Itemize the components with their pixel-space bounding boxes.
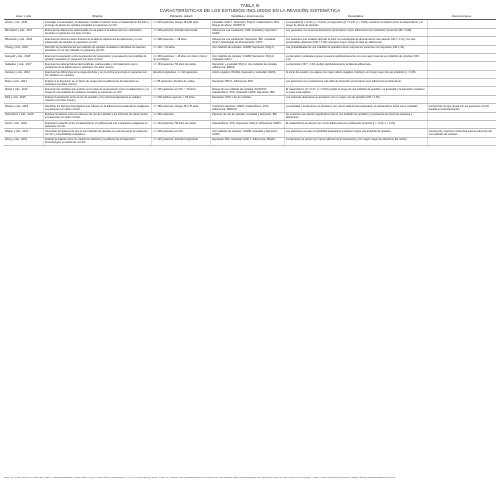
cell-variables: Depresión: GDS. Uso de opioides. [211,95,285,103]
cell-results: Se encontró una relación significativa entre el uso indebido de opioides y la presencia de síntomas ansiosos y depresivos. [284,112,427,120]
cell-population: Estudio longitudinal. n = 110 pacientes. [152,70,211,78]
column-header-variables: Variables e instrumentos [211,14,285,20]
cell-objective: Examinar la asociación entre la gravedad de la depresión y las tasas de uso indebido de opioides recetados en pacientes con dolor crónico. [43,53,151,61]
cell-variables: Catastrofismo: PCS. Depresión: PHQ-9. Adherencia: MARS. [211,120,285,128]
cell-results: La depresión (OR = 1,34) predijo significativamente la falta de adherencia. [284,62,427,70]
table-row [4,53,496,61]
cell-results: La depresión se asoció con menor adherencia al tratamiento y con mayor riesgo de abandono del mismo. [284,137,427,145]
cell-interventions [427,45,496,53]
cell-author: Park y cols., 2015 [4,95,43,103]
table-row [4,20,496,28]
cell-objective: Examinar las diferencias relacionadas con la edad en la adherencia a la medicación prescrita en pacientes con dolor crónico. [43,28,151,36]
cell-variables: Trastornos afectivos: HADS. Catastrofismo: PCS. Adherencia: MMAS-8. [211,104,285,112]
cell-population: n = 309 pacientes. Estudio transversal. [152,28,211,36]
table-row [4,129,496,137]
cell-results: Las probabilidades de uso indebido de opioides fueron mayores en pacientes con depresión (OR 1,42). [284,45,427,53]
column-header-results: Resultados [284,14,427,20]
table-row [4,28,496,36]
cell-interventions [427,62,496,70]
cell-objective: Evaluar la asociación entre el uso de opioides y los síntomas depresivos en adultos mayores con dolor crónico. [43,95,151,103]
table-body [4,20,496,146]
cell-author: Gallagher y cols., 2017 [4,62,43,70]
table-footnote: Notas: DC: Dolor crónico. OR: odds ratio. GAD-7: Generalized Anxiety Disorder Scale. PHQ-9: Patient Health Questionnaire. PCS: Pain Catastrophizing Scale. SOAPP-R: Screener and Opioid Assessment for Patients with Pain-Revised. HADS: Hospital Anxiety and Depression Scale. BDI: Beck Depression Inventory. COMM: Current Opioid Misuse Measure. MMAS: Morisky Medication Adherence Scale. [4,477,396,479]
cell-results: La ansiedad (β = 0,314, p < 0,001) y la depresión (β = 0,247, p < 0,001) mediaron la relación entre el catastrofismo y el riesgo de abuso de opioides. [284,20,427,28]
cell-results: Los pacientes con puntuaciones más altas de depresión presentaron peor adherencia al tratamiento. [284,79,427,87]
cell-variables: Uso indebido de opioides: COMM. Depresión: PHQ-9. Ansiedad: GAD-7. [211,53,285,61]
table-title: CARACTERÍSTICAS DE LOS ESTUDIOS INCLUIDOS EN LA REVISIÓN SISTEMÁTICA [159,8,341,13]
cell-author: Plazas y cols., 2019 [4,104,43,112]
cell-results: El catastrofismo se asoció con menor adherencia a la medicación prescrita (r = -0,32, p < 0,01). [284,120,427,128]
cell-interventions [427,28,496,36]
cell-author: Wasan y cols., 2017 [4,129,43,137]
table-row [4,37,496,45]
studies-table [4,14,496,146]
cell-variables: Uso indebido de opioides: COMM. Ansiedad y depresión: HADS. [211,129,285,137]
cell-objective: Analizar la relación entre los trastornos afectivos y la adherencia al tratamiento farmacológico en pacientes con DC. [43,137,151,145]
cell-population: n = 120 pacientes. Estudio longitudinal. [152,137,211,145]
cell-results: Los pacientes que evitaban afrontar el dolor con estrategias de afrontamiento más pasivas (OR = 1,14) y los que presentaban depresión (OR = 1,05) mostraron mayor riesgo de falta de adherencia. [284,37,427,45]
table-row [4,112,496,120]
cell-objective: Examinar las diferencias en la carga del dolor y en el control emocional en pacientes con DC tratados con opioides. [43,70,151,78]
cell-population: n = 250 pacientes. [152,112,211,120]
cell-author: Martel y cols., 2013 [4,87,43,95]
cell-population: n = 88 pacientes. 50 años de media. [152,79,211,87]
cell-variables: Depresión y ansiedad: PHQ-4. Uso indebido de opioides. Adherencia: MMAS. [211,62,285,70]
cell-population: n = 200 adultos mayores. > 65 años. [152,95,211,103]
cell-author: Marte y cols., 2014 [4,79,43,87]
cell-interventions [427,120,496,128]
column-header-objective: Objetivo [43,14,151,20]
cell-author: Rosenblum y cols., 2015 [4,112,43,120]
cell-variables: Afecto negativo: PANAS. Depresión y ansiedad: HADS. [211,70,285,78]
cell-objective: Investigar si la ansiedad y la depresión median la relación entre el catastrofismo del dolor y el riesgo de abuso de opioides recetados en pacientes con DC. [43,20,151,28]
table-row [4,62,496,70]
cell-objective: Examinar los factores determinantes de la falta de adherencia al tratamiento y el uso inadecuado de opioides en pacientes con DC. [43,37,151,45]
column-header-interventions: Intervenciones [427,14,496,20]
cell-variables: Riesgo de uso indebido de opioides: SOAPP-R. Catastrofismo: PCS. Ansiedad: HADS. Depresión: BDI. [211,87,285,95]
cell-variables: Adherencia a la medicación. Depresión: BDI. Ansiedad: GAD-7. Estrategias de afrontamiento: CPCI. [211,37,285,45]
cell-variables: Adherencia a la medicación: MAT. Ansiedad y depresión: HADS. [211,28,285,36]
cell-population: n = 180 pacientes. Rango 18 a 75 años. [152,104,211,112]
table-caption [0,0,500,13]
cell-results: Los pacientes con síntomas depresivos presentaron menor adherencia a la medicación prescrita (OR = 0,89). [284,28,427,36]
cell-variables: Patrones de uso de opioides. Ansiedad y depresión: BSI. [211,112,285,120]
table-row [4,79,496,87]
cell-interventions [427,137,496,145]
cell-objective: Describir la prevalencia del uso indebido de opioides recetados e identificar los factores asociados con el uso indebido en pacientes con DC. [43,45,151,53]
table-row [4,104,496,112]
cell-interventions [427,87,496,95]
cell-objective: Examinar la relación entre el catastrofismo y la adherencia a la medicación analgésica en pacientes con DC. [43,120,151,128]
cell-interventions [427,70,496,78]
cell-interventions [427,79,496,87]
table-row [4,120,496,128]
cell-author: Smith y cols., 2020 [4,120,43,128]
cell-results: Al inicio del estudio, los sujetos con mayor afecto negativo mostraron un riesgo mayor de uso indebido (p < 0,05). [284,70,427,78]
cell-population: n = 163 pacientes. 50 años de media. [152,62,211,70]
cell-population: n = 298 pacientes. > 18 años. [152,37,211,45]
table-row [4,137,496,145]
cell-objective: Contrastar la hipótesis de que el uso indebido de opioides es más frecuente en pacientes con DC y comorbilidad psiquiátrica. [43,129,151,137]
cell-author: Feingold y cols., 2018 [4,53,43,61]
cell-objective: Identificar los factores psicológicos que influyen en la adherencia al tratamiento analgésico en pacientes con dolor crónico. [43,104,151,112]
cell-interventions [427,53,496,61]
cell-objective: Examinar las características demográficas, psicosociales y del tratamiento como predictores de la adherencia en pacientes con dolor crónico. [43,62,151,70]
cell-population: n = 130. > 60 años. [152,45,211,53]
cell-results: Los pacientes con alta comorbilidad psiquiátrica mostraron mayor uso indebido de opioides. [284,129,427,137]
cell-variables: Ansiedad: GAD-7. Depresión: PHQ-9. Catastrofismo: PCS. Riesgo de abuso: SOAPP-R. [211,20,285,28]
cell-author: Chang y cols., 2016 [4,45,43,53]
cell-interventions [427,95,496,103]
cell-population: n = 215 pacientes. Rango 18 a 80 años. [152,20,211,28]
cell-population: n = 290 pacientes. > 18 años con dolor crónico no oncológico. [152,53,211,61]
column-header-population: Población (edad) [152,14,211,20]
table-label: TABLA III [240,3,260,8]
cell-population: n = 228 pacientes con DC. [152,129,211,137]
cell-variables: Depresión: BDI. Ansiedad: GAD-7. Adherencia: MMAS. [211,137,285,145]
cell-objective: Examinar las variables que podrían ser la base de la asociación entre el catastrofismo y el riesgo de uso indebido de opioides recetados en pacientes con DC. [43,87,151,95]
cell-results: Los síntomas depresivos se asociaron con un mayor uso de opioides (OR = 1,52). [284,95,427,103]
cell-results: La ansiedad y la depresión se asociaron con menor adherencia terapéutica; el catastrofismo actuó como mediador. [284,104,427,112]
cell-variables: Uso indebido de opioides: COMM. Depresión: PHQ-9. [211,45,285,53]
cell-author: Wong y cols., 2019 [4,137,43,145]
cell-interventions [427,112,496,120]
cell-objective: Explorar la relación entre los patrones de uso de opioides y los síntomas de salud mental en pacientes con dolor crónico. [43,112,151,120]
table-row [4,87,496,95]
cell-author: Jamison y cols., 2016 [4,70,43,78]
cell-results: La depresión moderada a grave se asoció significativamente con una mayor tasa de uso indebido de opioides (OR = 2,3). [284,53,427,61]
cell-author: Arteta y cols., 2016 [4,20,43,28]
cell-population: n = 115 pacientes con DC. > 18 años. [152,87,211,95]
cell-results: El catastrofismo (β = 0,37, p < 0,001) predijo el riesgo de uso indebido de opioides. La ansiedad y la depresión mediaron en parte esta relación. [284,87,427,95]
cell-interventions: Intervención cognitivo-conductual para la reducción del uso indebido de opioides. [427,129,496,137]
cell-variables: Depresión: BDI-II. Adherencia: MAT. [211,79,285,87]
cell-interventions: Intervención de tipo grupal con los pacientes con DC basada en psicoeducación. [427,104,496,112]
cell-interventions [427,37,496,45]
cell-population: n = 140 pacientes. 58 años de media. [152,120,211,128]
table-row [4,95,496,103]
column-header-author: Autor y año [4,14,43,20]
cell-author: Bernardes y cols., 2017 [4,28,43,36]
table-row [4,45,496,53]
table-row [4,70,496,78]
cell-author: Bhowmick y cols., 2016 [4,37,43,45]
cell-interventions [427,20,496,28]
cell-objective: Evaluar si la depresión es un factor de riesgo para la adherencia al tratamiento en pacientes con dolor crónico. [43,79,151,87]
